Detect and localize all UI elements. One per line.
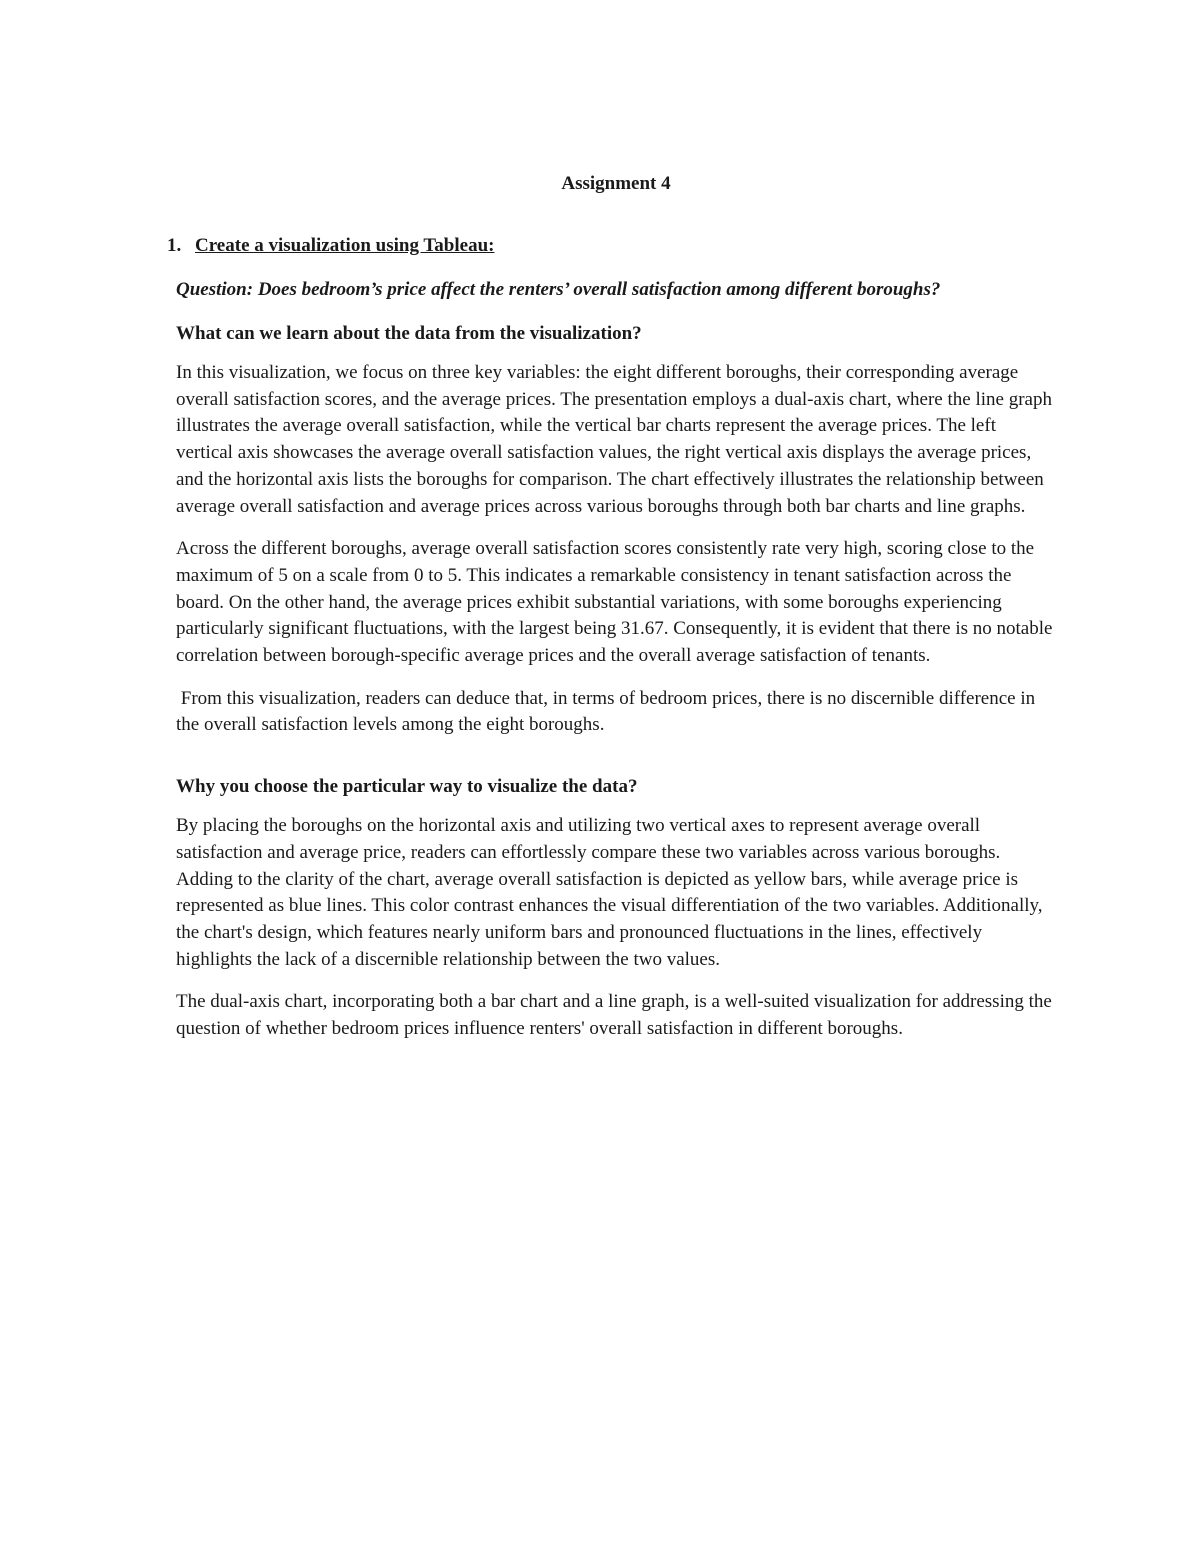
section-heading — [167, 232, 1047, 260]
paragraph-learn-1: In this visualization, we focus on three key variables: the eight different boroughs, their corresponding average overall satisfaction scores, and the average prices. The presentation employs a dual-axis chart, where the line graph illustrates the average overall satisfaction, while the vertical bar charts represent the average prices. The left vertical axis showcases the average overall satisfaction values, the right vertical axis displays the average prices, and the horizontal axis lists the boroughs for comparison. The chart effectively illustrates the relationship between average overall satisfaction and average prices across various boroughs through both bar charts and line graphs. — [176, 362, 1052, 517]
section-label: Create a visualization using Tableau: — [195, 235, 495, 256]
heading-learn: What can we learn about the data from the visualization? — [176, 323, 642, 344]
document-page — [167, 170, 1056, 1059]
document-title: Assignment 4 — [561, 173, 671, 194]
paragraph-why-1: By placing the boroughs on the horizontal axis and utilizing two vertical axes to represent average overall satisfaction and average price, readers can effortlessly compare these two variables across various boroughs. Adding to the clarity of the chart, average overall satisfaction is depicted as yellow bars, while average price is represented as blue lines. This color contrast enhances the visual differentiation of the two variables. Additionally, the chart's design, which features nearly uniform bars and pronounced fluctuations in the lines, effectively highlights the lack of a discernible relationship between the two values. — [176, 815, 1043, 970]
paragraph-learn-2: Across the different boroughs, average overall satisfaction scores consistently rate very high, scoring close to the maximum of 5 on a scale from 0 to 5. This indicates a remarkable consistency in tenant satisfaction across the board. On the other hand, the average prices exhibit substantial variations, with some boroughs experiencing particularly significant fluctuations, with the largest being 31.67. Consequently, it is evident that there is no notable correlation between borough-specific average prices and the overall average satisfaction of tenants. — [176, 538, 1053, 667]
paragraph-why-2: The dual-axis chart, incorporating both a bar chart and a line graph, is a well-suited visualization for addressing the question of whether bedroom prices influence renters' overall satisfaction in different boroughs. — [176, 991, 1052, 1040]
question-text: Question: Does bedroom’s price affect the renters’ overall satisfaction among different boroughs? — [176, 279, 941, 300]
paragraph-learn-3: From this visualization, readers can deduce that, in terms of bedroom prices, there is no discernible difference in the overall satisfaction levels among the eight boroughs. — [176, 687, 1040, 736]
section-number: 1. — [167, 235, 182, 256]
heading-why: Why you choose the particular way to visualize the data? — [176, 776, 638, 798]
